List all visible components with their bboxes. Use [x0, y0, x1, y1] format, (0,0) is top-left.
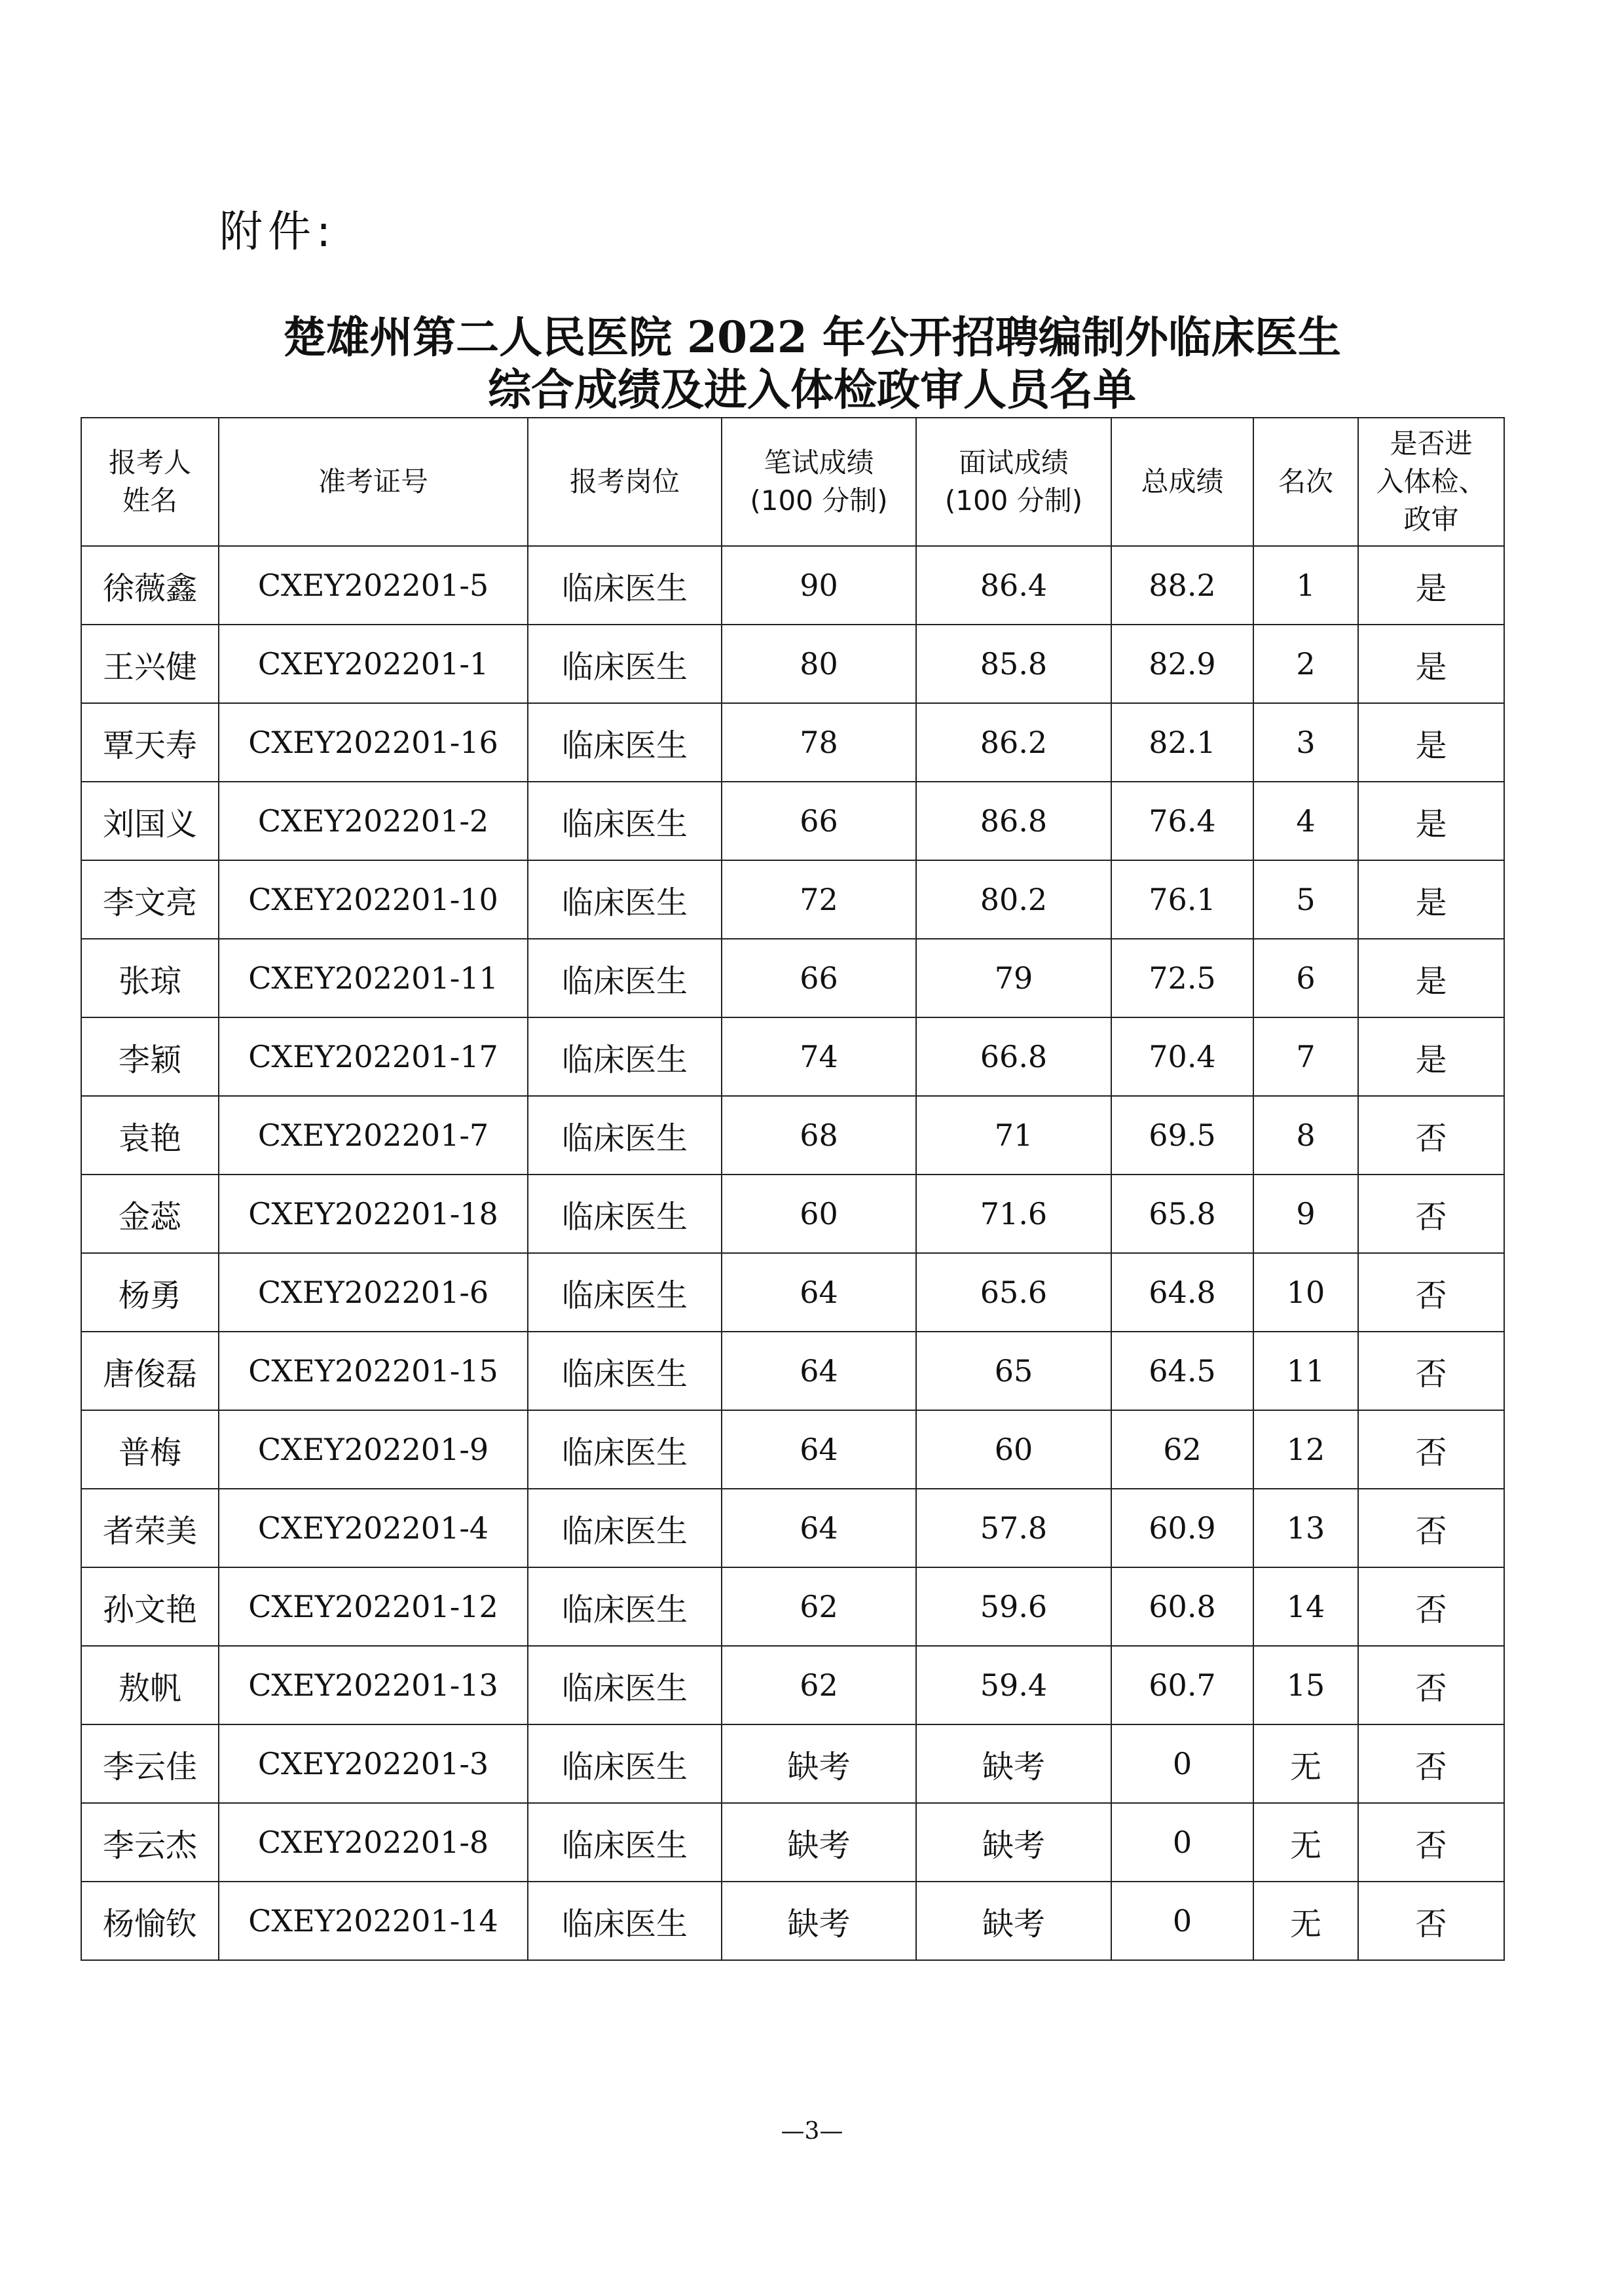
- cell-total: 62: [1111, 1410, 1253, 1489]
- cell-interview: 60: [916, 1410, 1111, 1489]
- attachment-label: 附件:: [219, 206, 337, 257]
- cell-position: 临床医生: [528, 939, 722, 1017]
- cell-position: 临床医生: [528, 1803, 722, 1882]
- cell-ticket: CXEY202201-2: [219, 782, 528, 860]
- cell-interview: 缺考: [916, 1803, 1111, 1882]
- table-row: [81, 860, 1504, 939]
- cell-interview: 80.2: [916, 860, 1111, 939]
- table-row: [81, 1724, 1504, 1803]
- cell-enter: 是: [1358, 782, 1504, 860]
- cell-enter: 否: [1358, 1332, 1504, 1410]
- cell-rank: 3: [1253, 703, 1358, 782]
- cell-position: 临床医生: [528, 703, 722, 782]
- cell-rank: 13: [1253, 1489, 1358, 1567]
- cell-enter: 是: [1358, 939, 1504, 1017]
- cell-total: 0: [1111, 1803, 1253, 1882]
- cell-name: 张琼: [81, 939, 219, 1017]
- cell-enter: 否: [1358, 1096, 1504, 1175]
- cell-total: 88.2: [1111, 546, 1253, 625]
- cell-position: 临床医生: [528, 1724, 722, 1803]
- cell-written: 60: [722, 1175, 916, 1253]
- cell-total: 76.4: [1111, 782, 1253, 860]
- cell-position: 临床医生: [528, 1489, 722, 1567]
- header-position: 报考岗位: [528, 418, 722, 546]
- cell-written: 80: [722, 625, 916, 703]
- cell-ticket: CXEY202201-4: [219, 1489, 528, 1567]
- cell-name: 刘国义: [81, 782, 219, 860]
- cell-rank: 10: [1253, 1253, 1358, 1332]
- cell-total: 82.1: [1111, 703, 1253, 782]
- cell-rank: 2: [1253, 625, 1358, 703]
- cell-total: 76.1: [1111, 860, 1253, 939]
- cell-total: 0: [1111, 1882, 1253, 1960]
- cell-written: 64: [722, 1253, 916, 1332]
- cell-written: 90: [722, 546, 916, 625]
- cell-rank: 8: [1253, 1096, 1358, 1175]
- cell-enter: 否: [1358, 1567, 1504, 1646]
- cell-position: 临床医生: [528, 1646, 722, 1724]
- cell-written: 78: [722, 703, 916, 782]
- cell-enter: 是: [1358, 1017, 1504, 1096]
- cell-name: 杨勇: [81, 1253, 219, 1332]
- cell-total: 70.4: [1111, 1017, 1253, 1096]
- table-row: [81, 1017, 1504, 1096]
- cell-total: 64.5: [1111, 1332, 1253, 1410]
- cell-total: 60.7: [1111, 1646, 1253, 1724]
- cell-rank: 14: [1253, 1567, 1358, 1646]
- cell-position: 临床医生: [528, 1096, 722, 1175]
- header-rank: 名次: [1253, 418, 1358, 546]
- header-name: 报考人 姓名: [81, 418, 219, 546]
- cell-name: 杨愉钦: [81, 1882, 219, 1960]
- cell-written: 68: [722, 1096, 916, 1175]
- cell-name: 金蕊: [81, 1175, 219, 1253]
- cell-rank: 4: [1253, 782, 1358, 860]
- table-row: [81, 703, 1504, 782]
- cell-name: 袁艳: [81, 1096, 219, 1175]
- table-row: [81, 1410, 1504, 1489]
- page-subtitle: 综合成绩及进入体检政审人员名单: [488, 364, 1136, 415]
- cell-position: 临床医生: [528, 1332, 722, 1410]
- cell-position: 临床医生: [528, 546, 722, 625]
- cell-name: 唐俊磊: [81, 1332, 219, 1410]
- cell-enter: 否: [1358, 1253, 1504, 1332]
- cell-name: 敖帆: [81, 1646, 219, 1724]
- cell-ticket: CXEY202201-7: [219, 1096, 528, 1175]
- table-row: [81, 1175, 1504, 1253]
- page-title: 楚雄州第二人民医院 2022 年公开招聘编制外临床医生: [283, 312, 1341, 363]
- cell-enter: 否: [1358, 1410, 1504, 1489]
- cell-name: 李文亮: [81, 860, 219, 939]
- cell-interview: 86.2: [916, 703, 1111, 782]
- header-written: 笔试成绩 (100 分制): [722, 418, 916, 546]
- cell-ticket: CXEY202201-9: [219, 1410, 528, 1489]
- cell-rank: 无: [1253, 1803, 1358, 1882]
- cell-position: 临床医生: [528, 1882, 722, 1960]
- cell-name: 李云佳: [81, 1724, 219, 1803]
- table-row: [81, 1567, 1504, 1646]
- header-row: [81, 418, 1504, 546]
- cell-written: 缺考: [722, 1882, 916, 1960]
- cell-position: 临床医生: [528, 1567, 722, 1646]
- cell-ticket: CXEY202201-18: [219, 1175, 528, 1253]
- cell-enter: 否: [1358, 1803, 1504, 1882]
- cell-interview: 86.4: [916, 546, 1111, 625]
- cell-interview: 缺考: [916, 1882, 1111, 1960]
- cell-interview: 57.8: [916, 1489, 1111, 1567]
- cell-rank: 无: [1253, 1724, 1358, 1803]
- cell-total: 65.8: [1111, 1175, 1253, 1253]
- cell-total: 72.5: [1111, 939, 1253, 1017]
- cell-ticket: CXEY202201-8: [219, 1803, 528, 1882]
- cell-written: 64: [722, 1489, 916, 1567]
- cell-enter: 是: [1358, 625, 1504, 703]
- header-interview: 面试成绩 (100 分制): [916, 418, 1111, 546]
- cell-ticket: CXEY202201-10: [219, 860, 528, 939]
- cell-rank: 无: [1253, 1882, 1358, 1960]
- cell-written: 66: [722, 782, 916, 860]
- cell-total: 0: [1111, 1724, 1253, 1803]
- table-row: [81, 1253, 1504, 1332]
- cell-position: 临床医生: [528, 1017, 722, 1096]
- cell-ticket: CXEY202201-13: [219, 1646, 528, 1724]
- cell-written: 64: [722, 1410, 916, 1489]
- table-row: [81, 625, 1504, 703]
- cell-rank: 7: [1253, 1017, 1358, 1096]
- cell-ticket: CXEY202201-14: [219, 1882, 528, 1960]
- cell-total: 60.8: [1111, 1567, 1253, 1646]
- cell-written: 72: [722, 860, 916, 939]
- cell-total: 60.9: [1111, 1489, 1253, 1567]
- cell-interview: 59.6: [916, 1567, 1111, 1646]
- cell-written: 66: [722, 939, 916, 1017]
- cell-written: 缺考: [722, 1724, 916, 1803]
- cell-name: 覃天寿: [81, 703, 219, 782]
- cell-position: 临床医生: [528, 860, 722, 939]
- cell-interview: 86.8: [916, 782, 1111, 860]
- cell-ticket: CXEY202201-1: [219, 625, 528, 703]
- cell-name: 李颖: [81, 1017, 219, 1096]
- cell-enter: 否: [1358, 1489, 1504, 1567]
- results-table: [81, 417, 1505, 1961]
- header-ticket: 准考证号: [219, 418, 528, 546]
- cell-rank: 12: [1253, 1410, 1358, 1489]
- header-enter: 是否进 入体检、 政审: [1358, 418, 1504, 546]
- header-total: 总成绩: [1111, 418, 1253, 546]
- cell-total: 69.5: [1111, 1096, 1253, 1175]
- cell-name: 徐薇鑫: [81, 546, 219, 625]
- cell-interview: 59.4: [916, 1646, 1111, 1724]
- cell-rank: 5: [1253, 860, 1358, 939]
- table-row: [81, 939, 1504, 1017]
- cell-ticket: CXEY202201-16: [219, 703, 528, 782]
- cell-enter: 否: [1358, 1882, 1504, 1960]
- cell-rank: 9: [1253, 1175, 1358, 1253]
- cell-ticket: CXEY202201-12: [219, 1567, 528, 1646]
- cell-interview: 66.8: [916, 1017, 1111, 1096]
- cell-position: 临床医生: [528, 625, 722, 703]
- cell-enter: 否: [1358, 1724, 1504, 1803]
- cell-name: 普梅: [81, 1410, 219, 1489]
- cell-total: 82.9: [1111, 625, 1253, 703]
- cell-written: 62: [722, 1567, 916, 1646]
- table-row: [81, 1646, 1504, 1724]
- cell-enter: 是: [1358, 546, 1504, 625]
- cell-total: 64.8: [1111, 1253, 1253, 1332]
- cell-ticket: CXEY202201-15: [219, 1332, 528, 1410]
- cell-ticket: CXEY202201-5: [219, 546, 528, 625]
- cell-ticket: CXEY202201-11: [219, 939, 528, 1017]
- cell-name: 王兴健: [81, 625, 219, 703]
- table-row: [81, 1882, 1504, 1960]
- cell-enter: 是: [1358, 860, 1504, 939]
- cell-ticket: CXEY202201-6: [219, 1253, 528, 1332]
- cell-enter: 否: [1358, 1646, 1504, 1724]
- cell-written: 74: [722, 1017, 916, 1096]
- table-row: [81, 782, 1504, 860]
- cell-interview: 65.6: [916, 1253, 1111, 1332]
- cell-interview: 缺考: [916, 1724, 1111, 1803]
- cell-position: 临床医生: [528, 1253, 722, 1332]
- cell-position: 临床医生: [528, 782, 722, 860]
- cell-interview: 71: [916, 1096, 1111, 1175]
- cell-name: 孙文艳: [81, 1567, 219, 1646]
- cell-name: 者荣美: [81, 1489, 219, 1567]
- page-number: —3—: [781, 2118, 843, 2145]
- cell-rank: 1: [1253, 546, 1358, 625]
- cell-written: 缺考: [722, 1803, 916, 1882]
- cell-interview: 85.8: [916, 625, 1111, 703]
- cell-enter: 否: [1358, 1175, 1504, 1253]
- table-row: [81, 546, 1504, 625]
- cell-written: 64: [722, 1332, 916, 1410]
- cell-rank: 6: [1253, 939, 1358, 1017]
- cell-ticket: CXEY202201-17: [219, 1017, 528, 1096]
- cell-interview: 79: [916, 939, 1111, 1017]
- cell-enter: 是: [1358, 703, 1504, 782]
- cell-name: 李云杰: [81, 1803, 219, 1882]
- table-row: [81, 1332, 1504, 1410]
- cell-position: 临床医生: [528, 1175, 722, 1253]
- cell-ticket: CXEY202201-3: [219, 1724, 528, 1803]
- cell-rank: 11: [1253, 1332, 1358, 1410]
- table-row: [81, 1803, 1504, 1882]
- cell-written: 62: [722, 1646, 916, 1724]
- table-row: [81, 1096, 1504, 1175]
- cell-rank: 15: [1253, 1646, 1358, 1724]
- cell-position: 临床医生: [528, 1410, 722, 1489]
- cell-interview: 71.6: [916, 1175, 1111, 1253]
- table-row: [81, 1489, 1504, 1567]
- cell-interview: 65: [916, 1332, 1111, 1410]
